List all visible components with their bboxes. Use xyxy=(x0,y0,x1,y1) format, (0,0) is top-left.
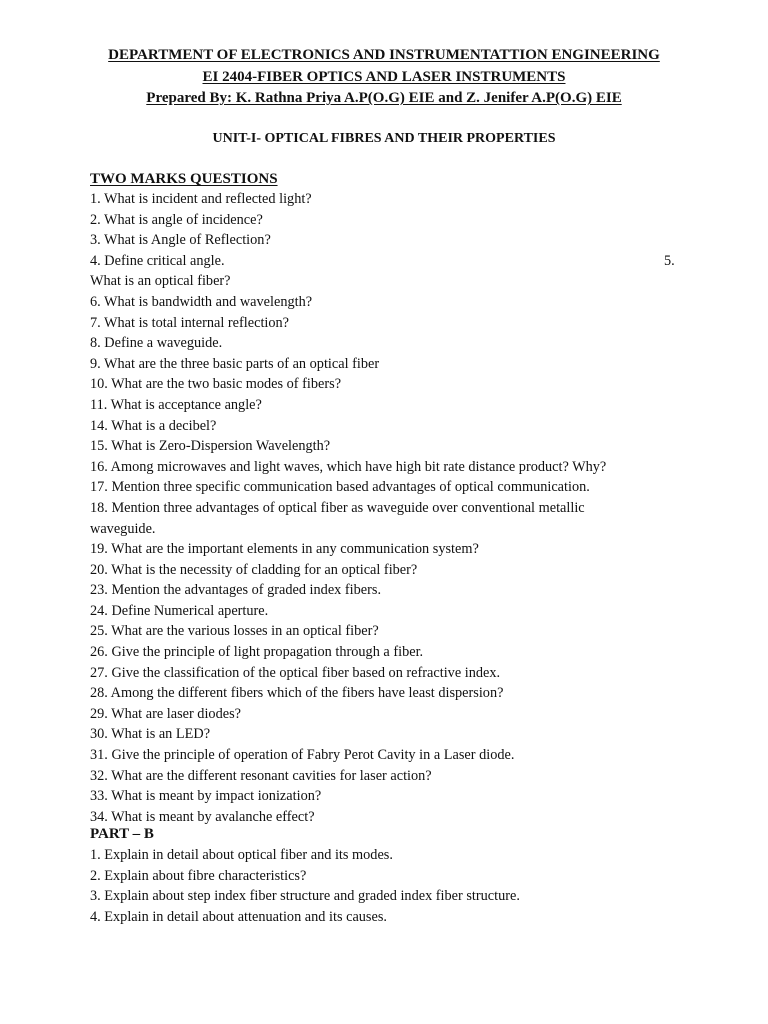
list-item: 23. Mention the advantages of graded index fibers. xyxy=(90,582,382,599)
list-item: 16. Among microwaves and light waves, which have high bit rate distance product? Why? xyxy=(90,458,607,475)
list-item: What is an optical fiber? xyxy=(90,273,231,290)
list-item: 26. Give the principle of light propagation through a fiber. xyxy=(90,644,424,661)
list-item: 14. What is a decibel? xyxy=(90,417,217,434)
list-item: 10. What are the two basic modes of fibers? xyxy=(90,376,342,393)
list-item: 2. What is angle of incidence? xyxy=(90,211,263,228)
list-item: 15. What is Zero-Dispersion Wavelength? xyxy=(90,438,331,455)
list-item: 6. What is bandwidth and wavelength? xyxy=(90,293,313,310)
list-item: 1. What is incident and reflected light? xyxy=(90,191,312,207)
part-b-heading: PART – B xyxy=(90,826,154,842)
list-item: 8. Define a waveguide. xyxy=(90,335,223,352)
list-item: 4. Define critical angle. 5. xyxy=(90,251,690,272)
list-item: 19. What are the important elements in any communication system? xyxy=(90,541,479,558)
list-item: 33. What is meant by impact ionization? xyxy=(90,788,322,805)
part-b-list xyxy=(90,845,690,927)
course-heading: EI 2404-FIBER OPTICS AND LASER INSTRUMENTS xyxy=(202,69,566,85)
list-item: 30. What is an LED? xyxy=(90,726,211,743)
two-marks-list xyxy=(90,189,690,827)
list-item: 4. Explain in detail about attenuation and its causes. xyxy=(90,908,387,925)
list-item: 3. Explain about step index fiber structure and graded index fiber structure. xyxy=(90,888,520,905)
list-item: 28. Among the different fibers which of the fibers have least dispersion? xyxy=(90,685,504,702)
unit-title: UNIT-I- OPTICAL FIBRES AND THEIR PROPERTIES xyxy=(212,131,556,146)
prepared-by-heading: Prepared By: K. Rathna Priya A.P(O.G) EIE and Z. Jenifer A.P(O.G) EIE xyxy=(146,90,622,106)
list-item: waveguide. xyxy=(90,520,156,537)
list-item: 3. What is Angle of Reflection? xyxy=(90,232,271,249)
list-item: 27. Give the classification of the optical fiber based on refractive index. xyxy=(90,664,501,681)
dangling-number: 5. xyxy=(664,252,675,269)
list-item: 31. Give the principle of operation of Fabry Perot Cavity in a Laser diode. xyxy=(90,747,515,764)
list-item: 25. What are the various losses in an optical fiber? xyxy=(90,623,379,640)
list-item: 9. What are the three basic parts of an optical fiber xyxy=(90,355,380,372)
list-item: 24. Define Numerical aperture. xyxy=(90,602,269,619)
list-item: 1. Explain in detail about optical fiber and its modes. xyxy=(90,847,393,863)
department-heading: DEPARTMENT OF ELECTRONICS AND INSTRUMENTATTION ENGINEERING xyxy=(108,47,660,63)
list-item: 29. What are laser diodes? xyxy=(90,705,241,722)
list-item: 20. What is the necessity of cladding for an optical fiber? xyxy=(90,561,418,578)
list-item: 17. Mention three specific communication based advantages of optical communication. xyxy=(90,479,590,496)
list-item: 11. What is acceptance angle? xyxy=(90,396,262,413)
list-item: 2. Explain about fibre characteristics? xyxy=(90,867,307,884)
list-item: 34. What is meant by avalanche effect? xyxy=(90,808,315,825)
list-item: 32. What are the different resonant cavities for laser action? xyxy=(90,767,432,784)
two-marks-heading: TWO MARKS QUESTIONS xyxy=(90,171,278,187)
list-item: 18. Mention three advantages of optical fiber as waveguide over conventional metallic xyxy=(90,499,585,516)
list-item: 7. What is total internal reflection? xyxy=(90,314,290,331)
